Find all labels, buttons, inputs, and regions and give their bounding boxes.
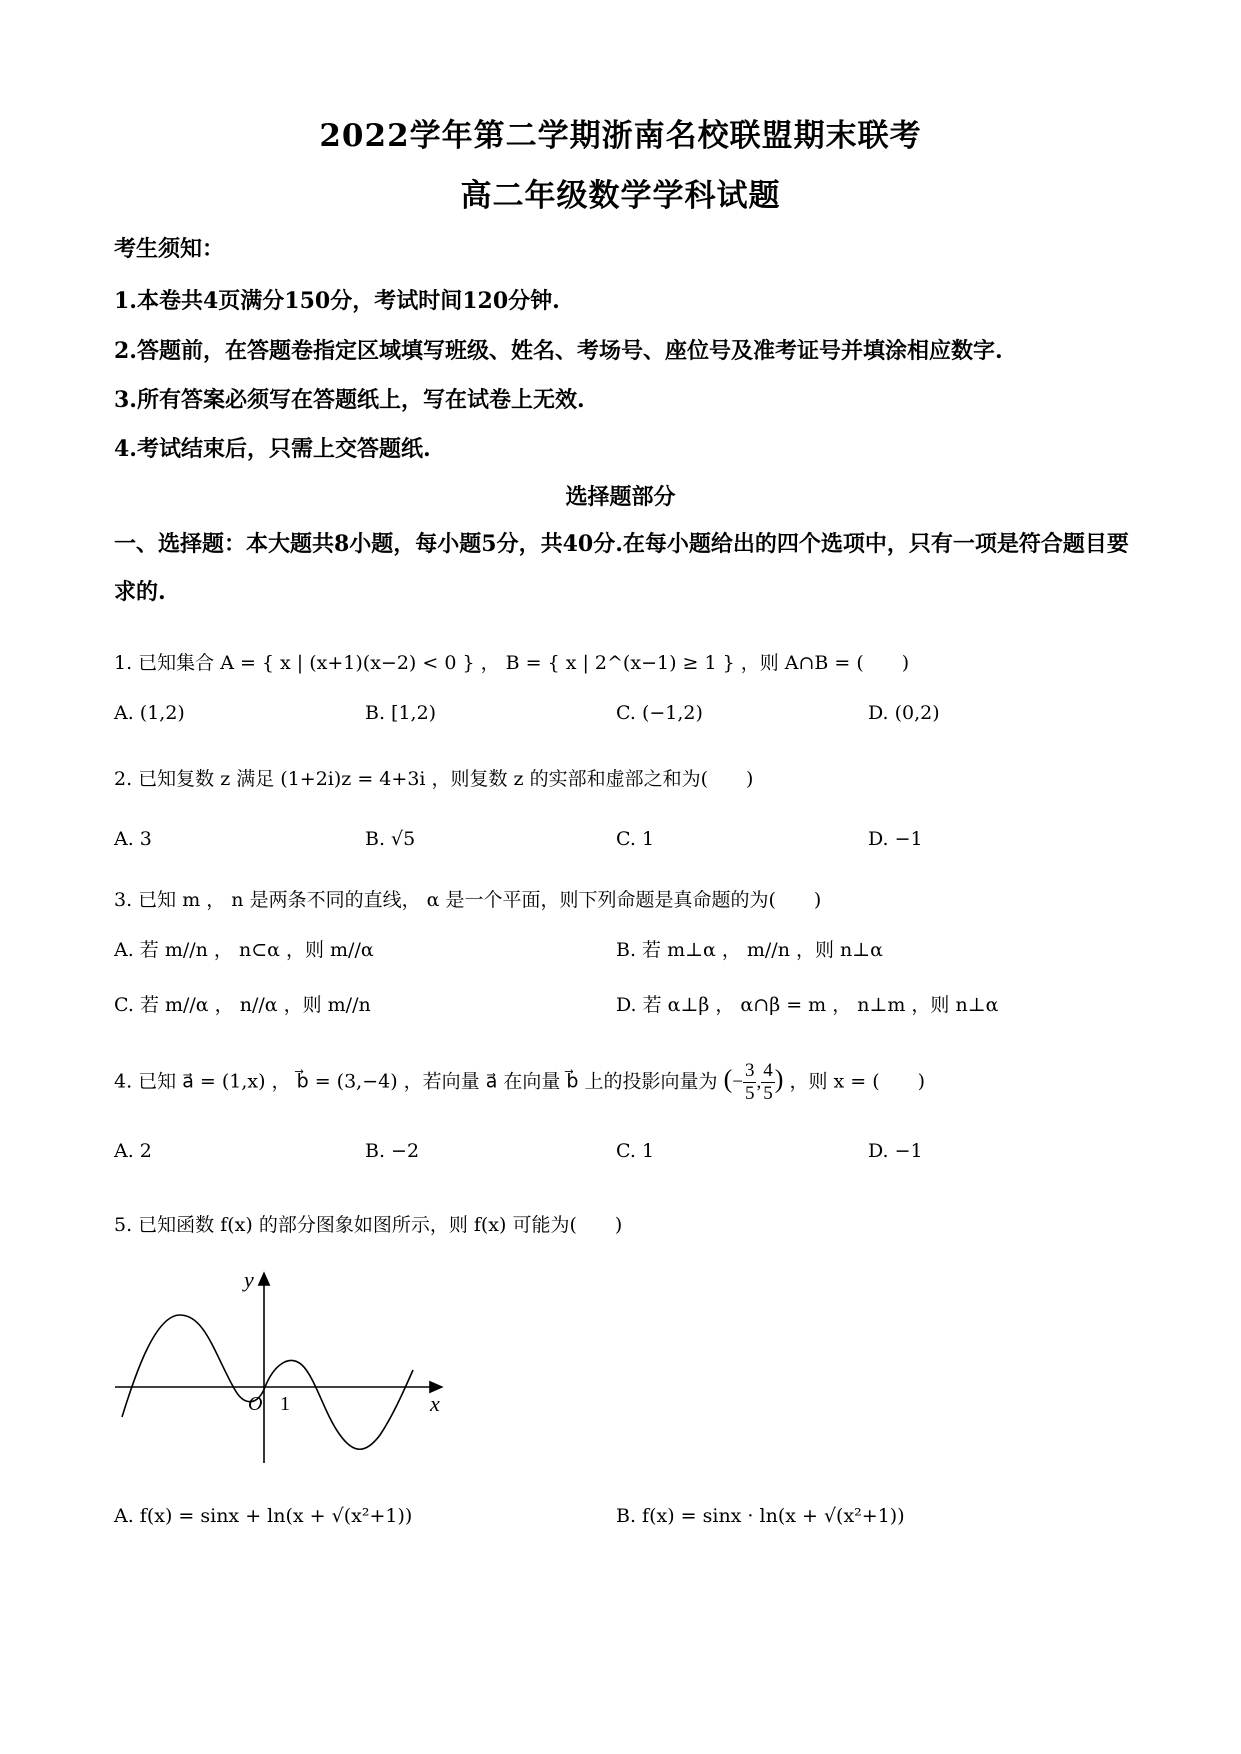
- exam-title: 2022学年第二学期浙南名校联盟期末联考: [319, 118, 922, 154]
- question-4-option-a: A. 2: [114, 1140, 152, 1162]
- question-1-option-a: A. (1,2): [114, 702, 185, 724]
- question-4-stem-suffix: ，则 x = ( ): [789, 1070, 926, 1093]
- notice-heading: 考生须知：: [114, 236, 225, 262]
- question-1-stem: 1. 已知集合 A = { x | (x+1)(x−2) < 0 } ， B = { x | 2^(x−1) ≥ 1 } ，则 A∩B = ( ): [114, 652, 910, 674]
- question-1-option-c: C. (−1,2): [616, 702, 703, 724]
- fraction-2-numerator: 4: [763, 1060, 773, 1081]
- question-5-stem: 5. 已知函数 f(x) 的部分图象如图所示，则 f(x) 可能为( ): [114, 1214, 623, 1236]
- notice-item-4: 4.考试结束后，只需上交答题纸.: [114, 436, 431, 462]
- section-title: 选择题部分: [565, 484, 676, 510]
- question-3-option-c: C. 若 m//α ， n//α ，则 m//n: [114, 994, 371, 1016]
- question-3-option-d: D. 若 α⊥β ， α∩β = m ， n⊥m ，则 n⊥α: [616, 994, 999, 1016]
- open-paren: (: [723, 1064, 733, 1094]
- fraction-1: [743, 1060, 757, 1105]
- y-axis-label: y: [244, 1267, 254, 1292]
- notice-item-1: 1.本卷共4页满分150分，考试时间120分钟.: [114, 288, 560, 314]
- question-5-option-b: B. f(x) = sinx · ln(x + √(x²+1)): [616, 1505, 905, 1527]
- comma: ,: [756, 1071, 762, 1093]
- question-1-option-d: D. (0,2): [868, 702, 940, 724]
- question-3-stem: 3. 已知 m ， n 是两条不同的直线， α 是一个平面，则下列命题是真命题的为( ): [114, 889, 822, 911]
- question-2-option-d: D. −1: [868, 828, 923, 850]
- origin-label: O: [248, 1393, 263, 1415]
- question-2-option-c: C. 1: [616, 828, 655, 850]
- question-2-stem: 2. 已知复数 z 满足 (1+2i)z = 4+3i ，则复数 z 的实部和虚部之和为( ): [114, 768, 754, 790]
- question-2-option-a: A. 3: [114, 828, 152, 850]
- question-4-option-b: B. −2: [365, 1140, 420, 1162]
- question-4-stem-prefix: 4. 已知 a⃗ = (1,x) ， b⃗ = (3,−4) ，若向量 a⃗ 在向量 b⃗ 上的投影向量为: [114, 1070, 718, 1093]
- part-one-instructions: 一、选择题：本大题共8小题，每小题5分，共40分.在每小题给出的四个选项中，只有一项是符合题目要求的.: [114, 531, 1129, 605]
- function-graph-figure: [110, 1265, 460, 1470]
- notice-item-2: 2.答题前，在答题卷指定区域填写班级、姓名、考场号、座位号及准考证号并填涂相应数字.: [114, 338, 1003, 364]
- question-3-option-b: B. 若 m⊥α ， m//n ，则 n⊥α: [616, 939, 883, 961]
- x-axis-label: x: [430, 1391, 440, 1416]
- question-4-stem: [114, 1060, 925, 1105]
- question-2-option-b: B. √5: [365, 828, 416, 850]
- close-paren: ): [774, 1064, 784, 1094]
- question-5-option-a: A. f(x) = sinx + ln(x + √(x²+1)): [114, 1505, 413, 1527]
- fraction-1-denominator: 5: [744, 1083, 755, 1104]
- fraction-2-denominator: 5: [763, 1083, 773, 1104]
- notice-item-3: 3.所有答案必须写在答题纸上，写在试卷上无效.: [114, 387, 585, 413]
- fraction-1-numerator: 3: [744, 1060, 755, 1081]
- minus-sign: −: [732, 1071, 743, 1093]
- exam-subtitle: 高二年级数学学科试题: [460, 178, 781, 214]
- question-3-option-a: A. 若 m//n ， n⊂α ，则 m//α: [114, 939, 374, 961]
- function-curve: [122, 1315, 413, 1449]
- question-1-option-b: B. [1,2): [365, 702, 437, 724]
- question-4-option-c: C. 1: [616, 1140, 655, 1162]
- question-4-option-d: D. −1: [868, 1140, 923, 1162]
- fraction-2: [761, 1060, 775, 1105]
- tick-label-1: 1: [280, 1393, 290, 1415]
